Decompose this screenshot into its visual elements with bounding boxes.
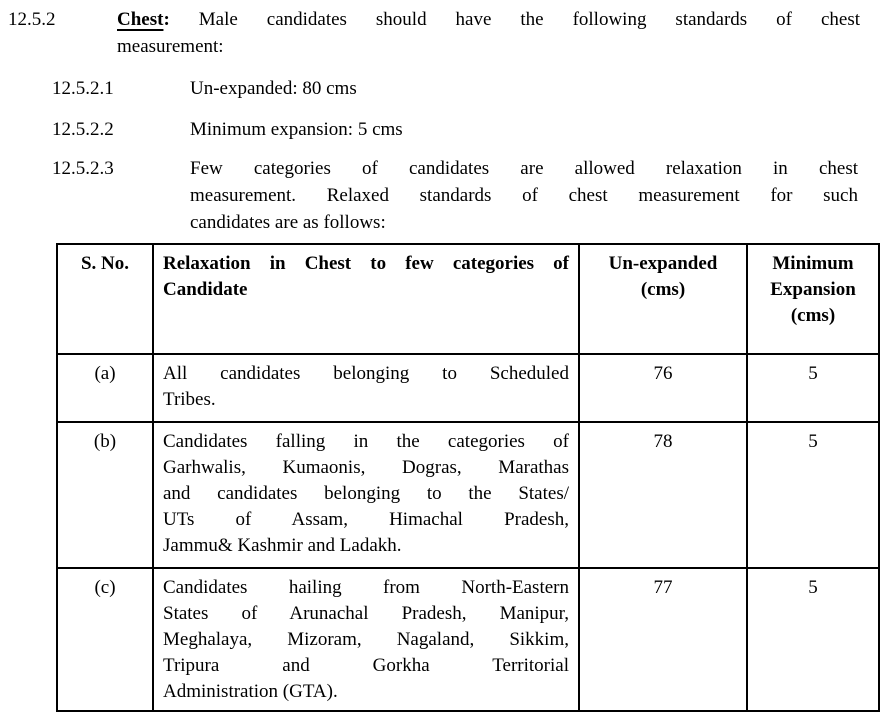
clause-text: Un-expanded: 80 cms — [190, 78, 357, 99]
text-line: UTs of Assam, Himachal Pradesh, — [163, 509, 569, 530]
col-header-min-expansion — [747, 244, 879, 354]
section-12-5-2 — [0, 6, 895, 60]
cell-sno: (c) — [57, 568, 153, 711]
chest-relaxation-table — [56, 243, 880, 712]
paragraph-line: measurement: — [117, 36, 224, 57]
text-line: Administration (GTA). — [163, 681, 338, 702]
table-row-b — [57, 422, 879, 568]
text-line: Candidate — [163, 279, 248, 300]
table-header-row — [57, 244, 879, 354]
cell-unexpanded: 78 — [579, 422, 747, 568]
col-header-relaxation — [153, 244, 579, 354]
clause-12-5-2-1 — [0, 75, 895, 102]
clause-12-5-2-2 — [0, 116, 895, 143]
cell-unexpanded: 77 — [579, 568, 747, 711]
text-line: Un-expanded — [608, 253, 718, 274]
cell-description — [153, 422, 579, 568]
clause-12-5-2-3 — [0, 155, 895, 236]
text-line: Tribes. — [163, 389, 216, 410]
text-line: (cms) — [640, 279, 686, 300]
cell-min-expansion: 5 — [747, 354, 879, 422]
clause-text: Minimum expansion: 5 cms — [190, 119, 403, 140]
text-line: States of Arunachal Pradesh, Manipur, — [163, 603, 569, 624]
section-intro-paragraph — [117, 6, 860, 60]
clause-paragraph — [190, 155, 858, 236]
cell-sno: (b) — [57, 422, 153, 568]
text-line: Minimum — [772, 253, 854, 274]
text-line: Candidates hailing from North-Eastern — [163, 577, 569, 598]
clause-number: 12.5.2.3 — [52, 158, 114, 179]
text-line: Candidates falling in the categories of — [163, 431, 569, 452]
text-line: Tripura and Gorkha Territorial — [163, 655, 569, 676]
cell-min-expansion: 5 — [747, 422, 879, 568]
text-line: and candidates belonging to the States/ — [163, 483, 569, 504]
col-header-sno: S. No. — [57, 244, 153, 354]
clause-number: 12.5.2.1 — [52, 78, 114, 99]
section-heading: Chest — [117, 9, 164, 30]
text-line: Few categories of candidates are allowed relaxation in chest — [190, 158, 858, 179]
section-heading-colon: : — [163, 9, 170, 30]
intro-text: Male candidates should have the following standards of chest — [198, 9, 860, 30]
text-line: (cms) — [790, 305, 836, 326]
text-line: measurement. Relaxed standards of chest measurement for such — [190, 185, 858, 206]
text-line: Relaxation in Chest to few categories of — [163, 253, 569, 274]
cell-sno: (a) — [57, 354, 153, 422]
cell-description — [153, 568, 579, 711]
table-row-a — [57, 354, 879, 422]
text-line: All candidates belonging to Scheduled — [163, 363, 569, 384]
cell-unexpanded: 76 — [579, 354, 747, 422]
table-row-c — [57, 568, 879, 711]
section-number: 12.5.2 — [8, 9, 56, 30]
text-line: Expansion — [770, 279, 856, 300]
text-line: candidates are as follows: — [190, 212, 386, 233]
cell-min-expansion: 5 — [747, 568, 879, 711]
text-line: Meghalaya, Mizoram, Nagaland, Sikkim, — [163, 629, 569, 650]
paragraph-line — [117, 6, 860, 33]
text-line: Jammu& Kashmir and Ladakh. — [163, 535, 402, 556]
clause-number: 12.5.2.2 — [52, 119, 114, 140]
text-line: Garhwalis, Kumaonis, Dogras, Marathas — [163, 457, 569, 478]
col-header-unexpanded — [579, 244, 747, 354]
cell-description — [153, 354, 579, 422]
